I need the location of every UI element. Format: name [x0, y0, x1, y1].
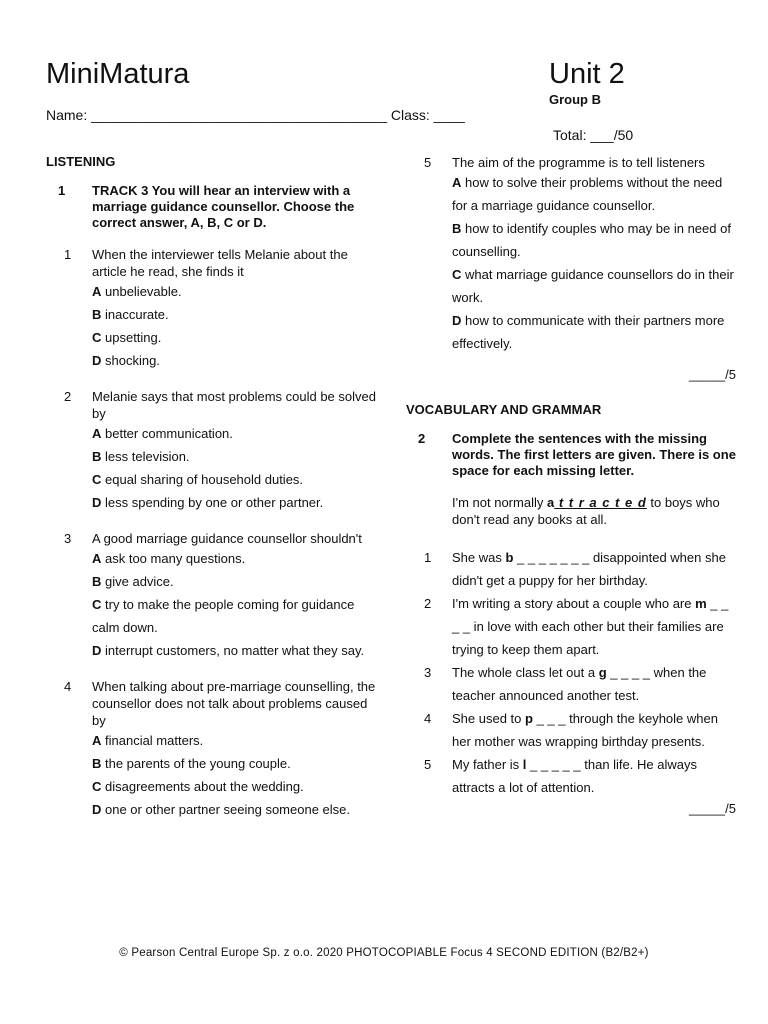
- option-c: C disagreements about the wedding.: [92, 779, 304, 794]
- option-c: C try to make the people coming for guidance calm down.: [92, 597, 355, 635]
- question-stem: The aim of the programme is to tell listeners: [452, 155, 705, 170]
- question-4: [46, 678, 376, 821]
- copyright-footer: © Pearson Central Europe Sp. z o.o. 2020 PHOTOCOPIABLE Focus 4 SECOND EDITION (B2/B2+): [119, 947, 649, 959]
- task-number: 2: [418, 431, 426, 446]
- task-instruction: Complete the sentences with the missing words. The first letters are given. There is one space for each missing letter.: [452, 431, 736, 478]
- total-score: Total: ___/50: [553, 127, 634, 143]
- listening-task: [46, 183, 376, 231]
- question-2: [46, 388, 376, 514]
- option-b: B inaccurate.: [92, 307, 169, 322]
- vocabulary-score: _____/5: [689, 801, 736, 816]
- sentence-1: 1 She was b _ _ _ _ _ _ _ disappointed when she didn't get a puppy for her birthday.: [424, 550, 726, 588]
- option-d: D one or other partner seeing someone else.: [92, 802, 350, 817]
- brand-title: MiniMatura: [46, 58, 190, 90]
- question-5: [406, 154, 736, 355]
- question-stem: Melanie says that most problems could be solved by: [92, 389, 376, 421]
- question-number: 1: [64, 247, 72, 262]
- option-c: C upsetting.: [92, 330, 162, 345]
- task-number: 1: [58, 183, 66, 198]
- option-b: B the parents of the young couple.: [92, 756, 291, 771]
- question-number: 5: [424, 155, 432, 170]
- question-stem: When talking about pre-marriage counselling, the counsellor does not talk about problems caused by: [92, 679, 376, 728]
- option-a: A better communication.: [92, 426, 233, 441]
- vocabulary-task: [406, 431, 736, 479]
- sentence-4: 4 She used to p _ _ _ through the keyhole when her mother was wrapping birthday presents.: [424, 711, 718, 749]
- unit-title: Unit 2: [549, 58, 625, 90]
- example-sentence: I'm not normally a t t r a c t e d to boys who don't read any books at all.: [452, 495, 720, 527]
- question-stem: When the interviewer tells Melanie about the article he read, she finds it: [92, 247, 348, 279]
- option-b: B less television.: [92, 449, 190, 464]
- question-1: [46, 246, 376, 372]
- listening-title: LISTENING: [46, 154, 116, 169]
- option-a: A ask too many questions.: [92, 551, 246, 566]
- option-c: C what marriage guidance counsellors do in their work.: [452, 267, 734, 305]
- option-b: B how to identify couples who may be in need of counselling.: [452, 221, 731, 259]
- question-number: 3: [64, 531, 72, 546]
- option-d: D interrupt customers, no matter what they say.: [92, 643, 365, 658]
- sentence-5: 5 My father is l _ _ _ _ _ than life. He always attracts a lot of attention.: [424, 757, 697, 795]
- option-c: C equal sharing of household duties.: [92, 472, 304, 487]
- sentence-2: 2 I'm writing a story about a couple who are m _ _ _ _ in love with each other but their families are trying to keep them apart.: [424, 596, 729, 657]
- option-a: A how to solve their problems without the need for a marriage guidance counsellor.: [452, 175, 723, 213]
- option-d: D less spending by one or other partner.: [92, 495, 324, 510]
- task-instruction: TRACK 3 You will hear an interview with a marriage guidance counsellor. Choose the correct answer, A, B, C or D.: [92, 183, 355, 230]
- left-column: [46, 154, 376, 837]
- option-d: D shocking.: [92, 353, 160, 368]
- group-label: Group B: [549, 92, 601, 107]
- option-d: D how to communicate with their partners more effectively.: [452, 313, 725, 351]
- right-column: [406, 154, 736, 836]
- listening-score: _____/5: [689, 367, 736, 382]
- option-a: A unbelievable.: [92, 284, 182, 299]
- question-number: 2: [64, 389, 72, 404]
- option-a: A financial matters.: [92, 733, 204, 748]
- name-class-line: Name: ______________________________________ Class: ____: [46, 107, 465, 123]
- question-number: 4: [64, 679, 72, 694]
- question-3: [46, 530, 376, 662]
- option-b: B give advice.: [92, 574, 174, 589]
- sentence-3: 3 The whole class let out a g _ _ _ _ when the teacher announced another test.: [424, 665, 707, 703]
- question-stem: A good marriage guidance counsellor shouldn't: [92, 531, 362, 546]
- vocabulary-title: VOCABULARY AND GRAMMAR: [406, 402, 602, 417]
